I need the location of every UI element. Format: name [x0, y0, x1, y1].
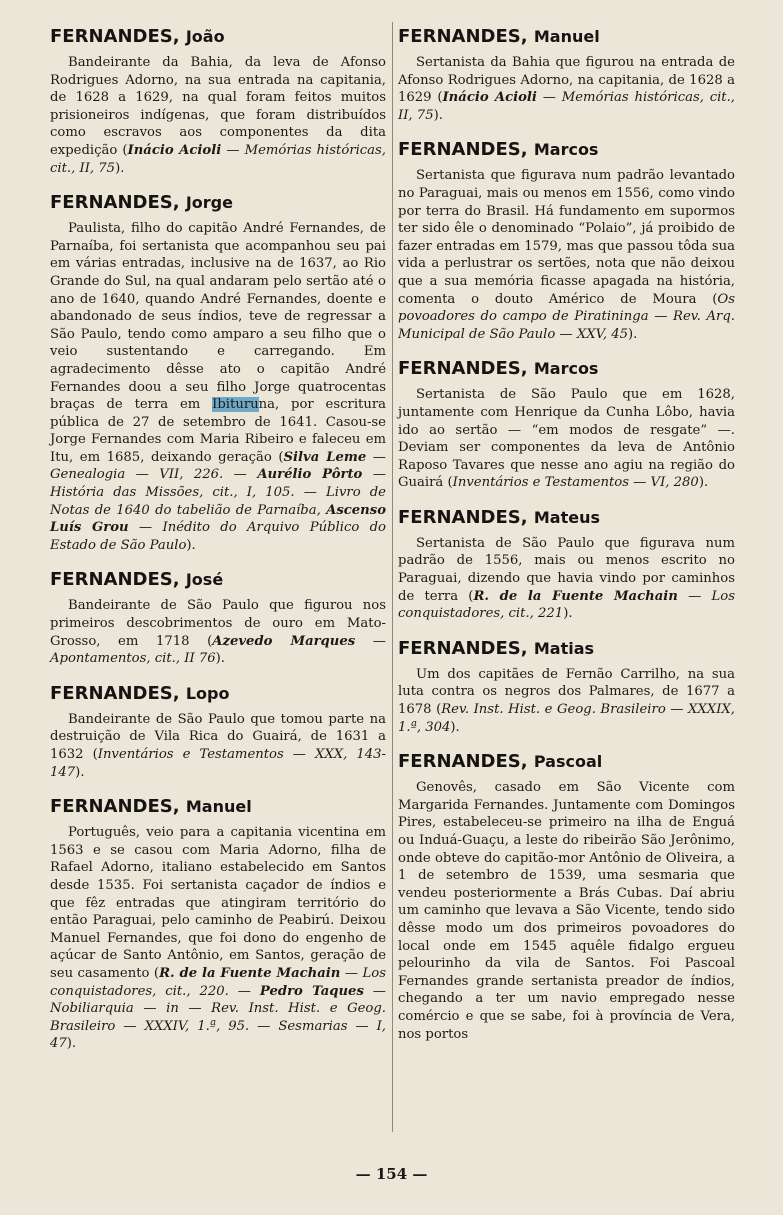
- column-divider: [392, 22, 393, 1132]
- text-segment: Sertanista da Bahia que figurou na entrada de Afonso Rodrigues Adorno, na capitania, de 1628 a 1629 (: [398, 55, 735, 106]
- biography-entry: [50, 683, 386, 781]
- entry-heading: [398, 638, 735, 660]
- biography-entry: [398, 638, 735, 736]
- biography-entry: [50, 796, 386, 1053]
- text-segment: Bandeirante de São Paulo que tomou parte na destruição de Vila Rica do Guairá, de 1631 a 1632 (: [50, 711, 386, 762]
- entry-surname: FERNANDES,: [398, 26, 528, 47]
- text-segment: Bandeirante de São Paulo que figurou nos primeiros descobrimentos de ouro em Mato-Grosso, em 1718 (: [50, 598, 386, 649]
- entry-surname: FERNANDES,: [50, 192, 180, 214]
- biography-entry: [398, 507, 735, 623]
- citation-segment: — Nobiliarquia — in — Rev. Inst. Hist. e Geog. Brasileiro — XXXIV, 1.ª, 95. — Sesmarias — I, 47: [50, 983, 386, 1052]
- entry-given-name: Lopo: [185, 683, 230, 703]
- text-segment: ).: [563, 606, 573, 622]
- biography-entry: [50, 569, 386, 667]
- text-segment: Português, veio para a capitania vicentina em 1563 e se casou com Maria Adorno, filha de Rafael Adorno, italiano estabelecido em Santos desde 1535. Foi sertanista caçador de índios e que fêz entradas que atingiram território do então Paraguai, pelo caminho de Peabirú. Deixou Manuel Fernandes, que foi dono do engenho de açúcar de Santo Antônio, em Santos, geração de seu casamento (: [50, 825, 386, 981]
- entry-given-name: Manuel: [533, 27, 600, 46]
- entry-heading: [398, 751, 735, 773]
- entry-surname: FERNANDES,: [398, 506, 528, 528]
- citation-segment: — Memórias históricas, cit., II, 75: [50, 142, 386, 176]
- entry-heading: [50, 796, 386, 818]
- citation-segment: — Apontamentos, cit., II 76: [50, 633, 386, 667]
- entry-text: [50, 220, 386, 554]
- text-segment: ).: [115, 160, 125, 176]
- entry-heading: [50, 192, 386, 214]
- entry-surname: FERNANDES,: [50, 26, 180, 47]
- text-segment: Paulista, filho do capitão André Fernandes, de Parnaíba, foi sertanista que acompanhou seu pai em várias entradas, inclusive na de 1637, ao Rio Grande do Sul, na qual andaram pelo sertão até o ano de 1640, quando André Fernandes, doente e abandonado de seus índios, teve de regressar a São Paulo, tendo como amparo a seu filho que o veio sustentando e carregando. Em agradecimento dêsse ato o capitão André Fernandes doou a seu filho Jorge quatrocentas braças de terra em: [50, 221, 386, 413]
- citation-segment: Ascenso Luís Grou: [50, 502, 386, 536]
- citation-segment: Os povoadores do campo de Piratininga — Rev. Arq. Municipal de São Paulo — XXV, 45: [398, 291, 735, 342]
- entry-given-name: Matias: [533, 638, 595, 658]
- entry-surname: FERNANDES,: [398, 358, 528, 380]
- entry-surname: FERNANDES,: [50, 682, 180, 704]
- biography-entry: [398, 26, 735, 124]
- entry-heading: [398, 358, 735, 380]
- citation-segment: R. de la Fuente Machain: [159, 965, 341, 981]
- text-segment: Um dos capitães de Fernão Carrilho, na sua luta contra os negros dos Palmares, de 1677 a 1678 (: [398, 666, 735, 718]
- citation-segment: Inventários e Testamentos — XXX, 143-147: [50, 747, 386, 780]
- text-segment: ).: [75, 764, 85, 780]
- entry-heading: [398, 26, 735, 48]
- entry-surname: FERNANDES,: [398, 139, 528, 161]
- text-segment: na, por escritura pública de 27 de setembro de 1641. Casou-se Jorge Fernandes com Maria Ribeiro e faleceu em Itu, em 1685, deixando geração (: [50, 397, 386, 465]
- entry-text: [398, 54, 735, 124]
- text-segment: ).: [698, 475, 709, 491]
- citation-segment: — História das Missões, cit., I, 105. — Livro de Notas de 1640 do tabelião de Parnaíba,: [50, 467, 386, 518]
- citation-segment: — Memórias históricas, cit., II, 75: [398, 90, 735, 123]
- biography-entry: [398, 751, 735, 1043]
- entry-text: [50, 824, 386, 1053]
- citation-segment: Aurélio Pôrto: [257, 467, 363, 483]
- entry-heading: [50, 26, 386, 48]
- entry-given-name: Mateus: [533, 507, 600, 527]
- text-segment: Sertanista que figurava num padrão levantado no Paraguai, mais ou menos em 1556, como vindo por terra do Brasil. Há fundamento em supormos ter sido êle o denominado “Polaio”, já proibido de fazer entradas em 1579, mas que passou tôda sua vida a perlustrar os sertões, nota que não deixou que a sua memória ficasse apagada na história, comenta o douto Américo de Moura (: [398, 168, 735, 307]
- entry-surname: FERNANDES,: [50, 796, 180, 818]
- entry-given-name: Pascoal: [533, 752, 603, 772]
- entry-given-name: Jorge: [185, 193, 233, 213]
- citation-segment: Inácio Acioli: [442, 90, 537, 106]
- citation-segment: Rev. Inst. Hist. e Geog. Brasileiro — XXXIX, 1.ª, 304: [398, 702, 735, 735]
- entry-given-name: José: [185, 570, 224, 590]
- citation-segment: Inventários e Testamentos — VI, 280: [452, 475, 699, 491]
- biography-entry: [50, 192, 386, 554]
- text-segment: ).: [628, 326, 638, 342]
- right-column: [398, 26, 735, 1058]
- text-segment: ).: [433, 107, 443, 123]
- entry-heading: [398, 507, 735, 529]
- biography-entry: [398, 358, 735, 492]
- text-segment: ).: [186, 537, 196, 553]
- text-segment: ).: [215, 651, 225, 667]
- citation-segment: — Los conquistadores, cit., 221: [398, 588, 735, 622]
- text-segment: ).: [66, 1036, 77, 1052]
- text-segment: Bandeirante da Bahia, da leva de Afonso Rodrigues Adorno, na sua entrada na capitania, de 1628 a 1629, na qual foram feitos muitos prisioneiros indígenas, que foram distribuídos como escravos aos componentes da dita expedição (: [50, 55, 386, 158]
- left-column: [50, 26, 386, 1068]
- citation-segment: — Genealogia — VII, 226. —: [50, 449, 386, 483]
- text-segment: ).: [450, 719, 460, 735]
- entry-text: [50, 597, 386, 667]
- entry-surname: FERNANDES,: [398, 637, 528, 659]
- citation-segment: Inácio Acioli: [127, 142, 222, 158]
- citation-segment: — Inédito do Arquivo Público do Estado de São Paulo: [50, 520, 386, 553]
- citation-segment: Silva Leme: [283, 449, 367, 465]
- entry-heading: [50, 569, 386, 591]
- highlighted-text[interactable]: Ibituru: [212, 397, 259, 413]
- entry-given-name: Manuel: [185, 797, 252, 817]
- page-number: — 154 —: [355, 1165, 428, 1183]
- entry-heading: [398, 139, 735, 161]
- entry-given-name: Marcos: [533, 140, 599, 160]
- entry-text: [50, 711, 386, 781]
- entry-text: [398, 779, 735, 1043]
- citation-segment: Pedro Taques: [259, 983, 364, 999]
- citation-segment: R. de la Fuente Machain: [473, 588, 678, 604]
- entry-heading: [50, 683, 386, 705]
- entry-surname: FERNANDES,: [398, 751, 528, 773]
- entry-text: [398, 167, 735, 343]
- entry-text: [398, 535, 735, 623]
- citation-segment: Azevedo Marques: [212, 633, 356, 649]
- text-segment: Sertanista de São Paulo que figurava num padrão de 1556, mais ou menos escrito no Paraguai, dizendo que havia vindo por caminhos de terra (: [398, 535, 735, 604]
- text-segment: Genovês, casado em São Vicente com Margarida Fernandes. Juntamente com Domingos Pires, estabeleceu-se primeiro na ilha de Enguá ou Induá-Guaçu, a leste do ribeirão São Jerônimo, onde obteve do capitão-mor Antônio de Oliveira, a 1 de setembro de 1539, uma sesmaria que vendeu posteriormente a Brás Cubas. Daí abriu um caminho que levava a São Vicente, tendo sido dêsse modo um dos primeiros povoadores do local onde em 1545 aquêle fidalgo ergueu pelourinho da vila de Santos. Foi Pascoal Fernandes grande sertanista preador de índios, chegando a ter um navio empregado nesse comércio e que se sabe, foi à província de Vera, nos portos: [398, 780, 735, 1042]
- entry-text: [398, 666, 735, 736]
- entry-text: [50, 54, 386, 177]
- entry-surname: FERNANDES,: [50, 569, 180, 591]
- biography-entry: [50, 26, 386, 177]
- biography-entry: [398, 139, 735, 343]
- citation-segment: — Los conquistadores, cit., 220. —: [50, 965, 386, 999]
- entry-given-name: João: [185, 27, 225, 46]
- entry-given-name: Marcos: [533, 359, 599, 379]
- text-segment: Sertanista de São Paulo que em 1628, juntamente com Henrique da Cunha Lôbo, havia ido ao sertão — “em modos de resgate” —. Deviam ser componentes da leva de Antônio Raposo Tavares que nesse ano agiu na região do Guairá (: [398, 387, 735, 491]
- entry-text: [398, 386, 735, 492]
